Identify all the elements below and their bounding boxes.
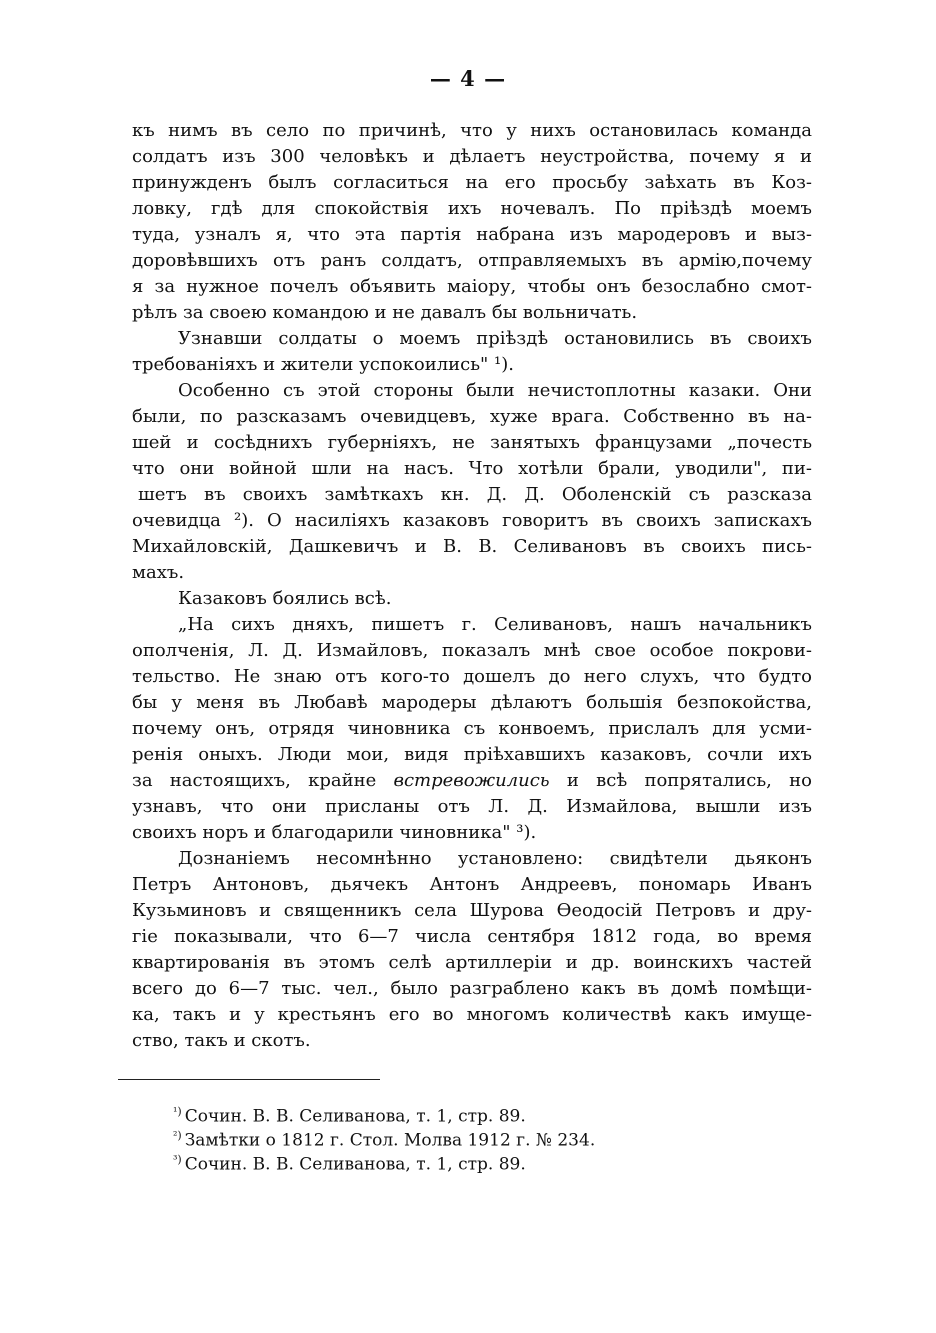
text-line: гіе показывали, что 6—7 числа сентября 1812 года, во время — [132, 926, 812, 947]
text-line: очевидца ²). О насиліяхъ казаковъ говоритъ въ своихъ запискахъ — [132, 510, 812, 531]
text-line: „На сихъ дняхъ, пишетъ г. Селивановъ, нашъ начальникъ — [178, 614, 812, 635]
text-line: ка, такъ и у крестьянъ его во многомъ количествѣ какъ имуще- — [132, 1004, 812, 1025]
main-text — [132, 118, 812, 1054]
text-line: Петръ Антоновъ, дьячекъ Антонъ Андреевъ, пономарь Иванъ — [132, 874, 812, 895]
text-line: ловку, гдѣ для спокойствія ихъ ночевалъ. По пріѣздѣ моемъ — [132, 198, 812, 219]
text-line: Михайловскій, Дашкевичъ и В. В. Селивановъ въ своихъ пись- — [132, 536, 812, 557]
footnote-text: Сочин. В. В. Селиванова, т. 1, стр. 89. — [184, 1154, 526, 1175]
text-line: Казаковъ боялись всѣ. — [178, 588, 392, 609]
text-line: Кузьминовъ и священникъ села Шурова Ѳеодосій Петровъ и дру- — [132, 900, 812, 921]
text-line: ство, такъ и скотъ. — [132, 1030, 311, 1051]
text-line: Узнавши солдаты о моемъ пріѣздѣ остановились въ своихъ — [178, 328, 812, 349]
footnote — [173, 1148, 733, 1175]
text-line: были, по разсказамъ очевидцевъ, хуже врага. Собственно въ на- — [132, 406, 812, 427]
footnote-text: Сочин. В. В. Селиванова, т. 1, стр. 89. — [184, 1106, 526, 1127]
footnote-mark: ¹) — [173, 1105, 182, 1118]
text-line: за настоящихъ, крайне встревожились и всѣ попрятались, но — [132, 770, 812, 791]
text-line: шетъ въ своихъ замѣткахъ кн. Д. Д. Оболенскій съ разсказа — [138, 484, 812, 505]
text-line: махъ. — [132, 562, 185, 583]
text-line: доровѣвшихъ отъ ранъ солдатъ, отправляемыхъ въ армію,почему — [132, 250, 812, 271]
text-line: ренія оныхъ. Люди мои, видя пріѣхавшихъ казаковъ, сочли ихъ — [132, 744, 812, 765]
text-line: Дознаніемъ несомнѣнно установлено: свидѣтели дьяконъ — [178, 848, 812, 869]
text-line: принужденъ былъ согласиться на его просьбу заѣхать въ Коз- — [132, 172, 812, 193]
text-line: всего до 6—7 тыс. чел., было разграблено какъ въ домѣ помѣщи- — [132, 978, 812, 999]
text-line: туда, узналъ я, что эта партія набрана изъ мародеровъ и выз- — [132, 224, 812, 245]
footnote-divider — [118, 1079, 380, 1080]
text-line: требованіяхъ и жители успокоились" ¹). — [132, 354, 515, 375]
text-line: тельство. Не знаю отъ кого-то дошелъ до него слухъ, что будто — [132, 666, 812, 687]
text-line: шей и сосѣднихъ губерніяхъ, не занятыхъ французами „почесть — [132, 432, 812, 453]
text-line: я за нужное почелъ объявить маіору, чтобы онъ безослабно смот- — [132, 276, 812, 297]
page-number: — 4 — — [429, 66, 507, 91]
footnotes — [173, 1100, 733, 1175]
footnote — [173, 1100, 733, 1127]
text-line: квартированія въ этомъ селѣ артиллеріи и др. воинскихъ частей — [132, 952, 812, 973]
footnote-mark: ²) — [173, 1129, 182, 1142]
footnote-text: Замѣтки о 1812 г. Стол. Молва 1912 г. № 234. — [184, 1130, 596, 1151]
footnote-mark: ³) — [173, 1153, 182, 1166]
text-line: Особенно съ этой стороны были нечистоплотны казаки. Они — [178, 380, 812, 401]
text-line: узнавъ, что они присланы отъ Л. Д. Измайлова, вышли изъ — [132, 796, 812, 817]
text-line: къ нимъ въ село по причинѣ, что у нихъ остановилась команда — [132, 120, 812, 141]
text-line: почему онъ, отрядя чиновника съ конвоемъ, прислалъ для усми- — [132, 718, 812, 739]
text-line: своихъ норъ и благодарили чиновника" ³). — [132, 822, 537, 843]
text-line: ополченія, Л. Д. Измайловъ, показалъ мнѣ свое особое покрови- — [132, 640, 812, 661]
text-line: солдатъ изъ 300 человѣкъ и дѣлаетъ неустройства, почему я и — [132, 146, 812, 167]
text-line: что они войной шли на насъ. Что хотѣли брали, уводили", пи- — [132, 458, 812, 479]
footnote — [173, 1124, 733, 1151]
text-line: бы у меня въ Любавѣ мародеры дѣлаютъ большія безпокойства, — [132, 692, 812, 713]
text-line: рѣлъ за своею командою и не давалъ бы вольничать. — [132, 302, 638, 323]
